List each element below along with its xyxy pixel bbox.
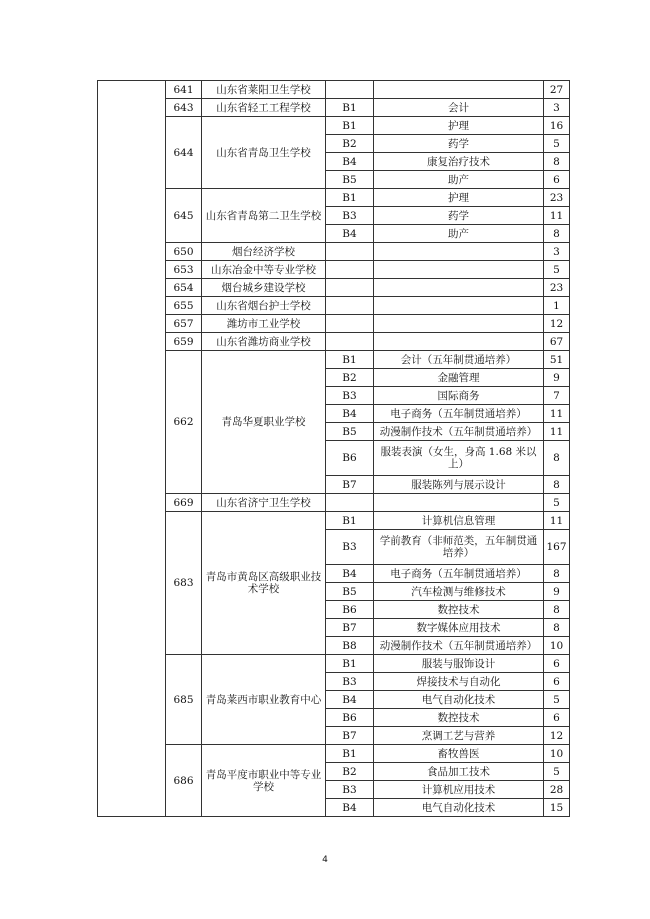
table-row xyxy=(98,81,570,99)
major-name: 数控技术 xyxy=(374,709,544,727)
major-name: 烹调工艺与营养 xyxy=(374,727,544,745)
school-code: 645 xyxy=(166,189,202,243)
major-code xyxy=(326,81,374,99)
major-name: 计算机信息管理 xyxy=(374,512,544,530)
plan-count: 16 xyxy=(544,117,570,135)
plan-count: 6 xyxy=(544,171,570,189)
major-code: B1 xyxy=(326,655,374,673)
major-code: B2 xyxy=(326,135,374,153)
major-name xyxy=(374,297,544,315)
major-name: 护理 xyxy=(374,117,544,135)
major-name: 畜牧兽医 xyxy=(374,745,544,763)
school-code: 683 xyxy=(166,512,202,655)
plan-count: 11 xyxy=(544,405,570,423)
plan-count: 27 xyxy=(544,81,570,99)
plan-count: 5 xyxy=(544,261,570,279)
plan-count: 23 xyxy=(544,189,570,207)
plan-count: 8 xyxy=(544,153,570,171)
plan-count: 6 xyxy=(544,673,570,691)
major-code xyxy=(326,279,374,297)
plan-count: 3 xyxy=(544,243,570,261)
major-code: B1 xyxy=(326,189,374,207)
major-name: 服装与服饰设计 xyxy=(374,655,544,673)
plan-count: 6 xyxy=(544,655,570,673)
table-row xyxy=(98,297,570,315)
table-row xyxy=(98,494,570,512)
school-name: 山东省烟台护士学校 xyxy=(202,297,326,315)
school-code: 657 xyxy=(166,315,202,333)
plan-count: 3 xyxy=(544,99,570,117)
major-name: 会计 xyxy=(374,99,544,117)
major-name: 药学 xyxy=(374,135,544,153)
major-name xyxy=(374,333,544,351)
major-name: 动漫制作技术（五年制贯通培养） xyxy=(374,637,544,655)
table-row xyxy=(98,315,570,333)
major-name: 电子商务（五年制贯通培养） xyxy=(374,565,544,583)
school-code: 655 xyxy=(166,297,202,315)
table-row xyxy=(98,99,570,117)
major-code: B1 xyxy=(326,512,374,530)
school-code: 650 xyxy=(166,243,202,261)
plan-count: 11 xyxy=(544,207,570,225)
major-code: B2 xyxy=(326,369,374,387)
school-name: 潍坊市工业学校 xyxy=(202,315,326,333)
table-row xyxy=(98,117,570,135)
plan-count: 8 xyxy=(544,565,570,583)
major-code: B2 xyxy=(326,763,374,781)
plan-count: 7 xyxy=(544,387,570,405)
plan-count: 10 xyxy=(544,745,570,763)
plan-count: 9 xyxy=(544,369,570,387)
school-code: 669 xyxy=(166,494,202,512)
school-name: 山东冶金中等专业学校 xyxy=(202,261,326,279)
major-name xyxy=(374,494,544,512)
major-code: B4 xyxy=(326,225,374,243)
plan-count: 11 xyxy=(544,512,570,530)
table-row xyxy=(98,279,570,297)
school-name: 山东省潍坊商业学校 xyxy=(202,333,326,351)
major-name: 电气自动化技术 xyxy=(374,691,544,709)
major-code: B4 xyxy=(326,153,374,171)
table-row xyxy=(98,189,570,207)
plan-count: 8 xyxy=(544,476,570,494)
major-code xyxy=(326,261,374,279)
major-code: B7 xyxy=(326,476,374,494)
table-row xyxy=(98,351,570,369)
plan-count: 23 xyxy=(544,279,570,297)
major-code: B3 xyxy=(326,530,374,565)
school-name: 青岛莱西市职业教育中心 xyxy=(202,655,326,745)
plan-count: 8 xyxy=(544,441,570,476)
major-name: 电子商务（五年制贯通培养） xyxy=(374,405,544,423)
school-code: 643 xyxy=(166,99,202,117)
table-row xyxy=(98,261,570,279)
plan-count: 5 xyxy=(544,763,570,781)
school-name: 青岛平度市职业中等专业学校 xyxy=(202,745,326,817)
plan-count: 8 xyxy=(544,601,570,619)
table-row xyxy=(98,333,570,351)
plan-count: 67 xyxy=(544,333,570,351)
plan-count: 1 xyxy=(544,297,570,315)
school-name: 烟台经济学校 xyxy=(202,243,326,261)
major-name: 电气自动化技术 xyxy=(374,799,544,817)
major-name: 药学 xyxy=(374,207,544,225)
major-code: B6 xyxy=(326,601,374,619)
plan-count: 9 xyxy=(544,583,570,601)
school-name: 烟台城乡建设学校 xyxy=(202,279,326,297)
major-code xyxy=(326,315,374,333)
plan-count: 5 xyxy=(544,494,570,512)
plan-count: 6 xyxy=(544,709,570,727)
major-name: 数字媒体应用技术 xyxy=(374,619,544,637)
plan-count: 8 xyxy=(544,225,570,243)
table-row xyxy=(98,655,570,673)
major-code: B3 xyxy=(326,673,374,691)
major-code: B1 xyxy=(326,117,374,135)
page-number: 4 xyxy=(322,855,328,865)
major-name: 服装陈列与展示设计 xyxy=(374,476,544,494)
school-code: 686 xyxy=(166,745,202,817)
major-code: B5 xyxy=(326,171,374,189)
major-name: 计算机应用技术 xyxy=(374,781,544,799)
major-name xyxy=(374,243,544,261)
plan-count: 8 xyxy=(544,619,570,637)
major-code: B1 xyxy=(326,351,374,369)
major-code xyxy=(326,494,374,512)
major-code: B1 xyxy=(326,745,374,763)
school-name: 青岛华夏职业学校 xyxy=(202,351,326,494)
major-name: 数控技术 xyxy=(374,601,544,619)
major-name: 食品加工技术 xyxy=(374,763,544,781)
plan-count: 5 xyxy=(544,135,570,153)
major-code: B6 xyxy=(326,709,374,727)
school-code: 653 xyxy=(166,261,202,279)
school-code: 662 xyxy=(166,351,202,494)
major-name: 助产 xyxy=(374,225,544,243)
major-code xyxy=(326,243,374,261)
school-code: 659 xyxy=(166,333,202,351)
table-row xyxy=(98,512,570,530)
plan-count: 12 xyxy=(544,727,570,745)
major-name: 服装表演（女生，身高 1.68 米以上） xyxy=(374,441,544,476)
major-code: B4 xyxy=(326,691,374,709)
major-code: B4 xyxy=(326,565,374,583)
major-name: 焊接技术与自动化 xyxy=(374,673,544,691)
major-name xyxy=(374,315,544,333)
major-code: B7 xyxy=(326,619,374,637)
major-name: 金融管理 xyxy=(374,369,544,387)
major-code xyxy=(326,297,374,315)
major-name xyxy=(374,261,544,279)
major-name: 康复治疗技术 xyxy=(374,153,544,171)
major-code: B3 xyxy=(326,387,374,405)
major-code: B4 xyxy=(326,405,374,423)
major-name: 学前教育（非师范类，五年制贯通培养） xyxy=(374,530,544,565)
region-cell xyxy=(98,81,166,817)
major-name xyxy=(374,81,544,99)
plan-count: 167 xyxy=(544,530,570,565)
plan-count: 15 xyxy=(544,799,570,817)
major-code: B4 xyxy=(326,799,374,817)
major-code: B5 xyxy=(326,583,374,601)
major-name: 动漫制作技术（五年制贯通培养） xyxy=(374,423,544,441)
school-name: 山东省青岛卫生学校 xyxy=(202,117,326,189)
school-code: 641 xyxy=(166,81,202,99)
plan-count: 10 xyxy=(544,637,570,655)
school-code: 654 xyxy=(166,279,202,297)
major-code: B5 xyxy=(326,423,374,441)
school-name: 青岛市黄岛区高级职业技术学校 xyxy=(202,512,326,655)
major-name: 汽车检测与维修技术 xyxy=(374,583,544,601)
major-name: 助产 xyxy=(374,171,544,189)
major-name: 护理 xyxy=(374,189,544,207)
school-name: 山东省轻工工程学校 xyxy=(202,99,326,117)
plan-count: 28 xyxy=(544,781,570,799)
major-code: B8 xyxy=(326,637,374,655)
school-name: 山东省莱阳卫生学校 xyxy=(202,81,326,99)
school-code: 685 xyxy=(166,655,202,745)
major-code: B3 xyxy=(326,781,374,799)
major-name xyxy=(374,279,544,297)
plan-count: 12 xyxy=(544,315,570,333)
table-row xyxy=(98,243,570,261)
enrollment-table xyxy=(97,80,570,817)
plan-count: 11 xyxy=(544,423,570,441)
plan-count: 5 xyxy=(544,691,570,709)
table-row xyxy=(98,745,570,763)
major-name: 国际商务 xyxy=(374,387,544,405)
major-code xyxy=(326,333,374,351)
major-name: 会计（五年制贯通培养） xyxy=(374,351,544,369)
school-name: 山东省青岛第二卫生学校 xyxy=(202,189,326,243)
major-code: B6 xyxy=(326,441,374,476)
school-code: 644 xyxy=(166,117,202,189)
plan-count: 51 xyxy=(544,351,570,369)
major-code: B7 xyxy=(326,727,374,745)
major-code: B3 xyxy=(326,207,374,225)
enrollment-table-body xyxy=(98,81,570,817)
major-code: B1 xyxy=(326,99,374,117)
school-name: 山东省济宁卫生学校 xyxy=(202,494,326,512)
